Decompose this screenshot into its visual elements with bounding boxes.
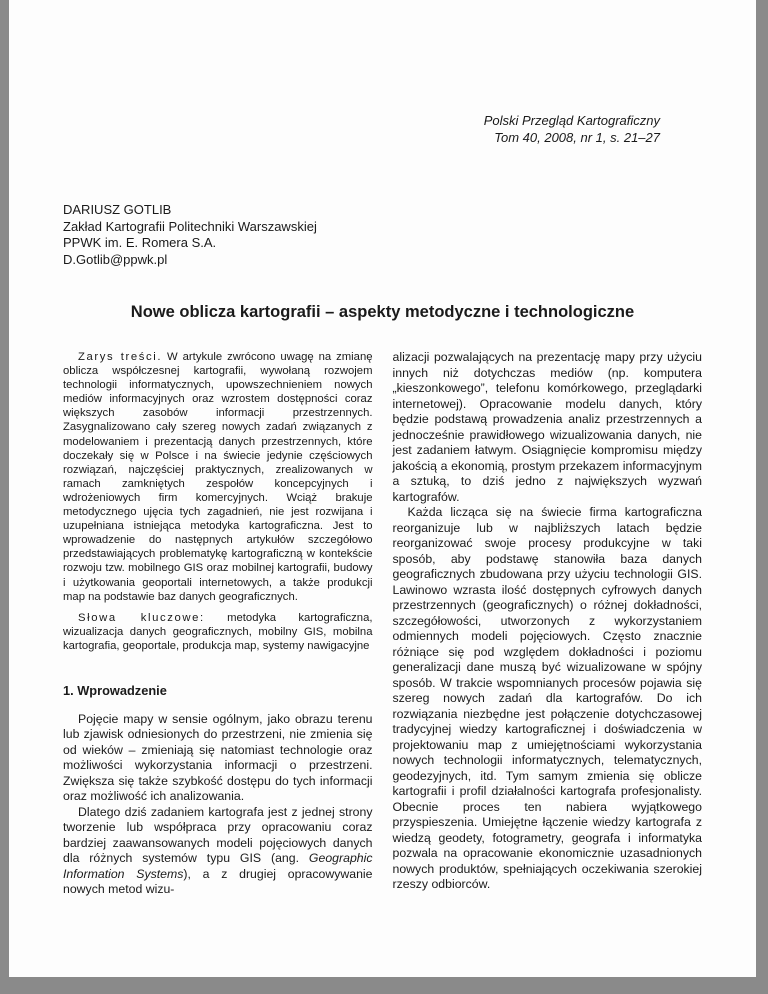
section-heading: 1. Wprowadzenie [63, 682, 167, 698]
paper-title: Nowe oblicza kartografii – aspekty metodyczne i technologiczne [130, 303, 635, 321]
right-paragraph-2: Każda licząca się na świecie firma kartograficzna reorganizuje lub w najbliższych latach będzie reorganizować swoje procesy produkcyjne w taki sposób, aby podstawę stanowiła baza danych geograficznych zbudowana przy użyciu technologii GIS. Lawinowo wzrasta ilość dostępnych cyfrowych danych przestrzennych (geograficznych) o różnej dokładności, szczegółowości, utworzonych z wykorzystaniem odmiennych modeli pojęciowych. Często znacznie różniące się pod względem dokładności i poziomu generalizacji dane muszą być wizualizowane w spójny sposób. W trakcie wspomnianych procesów pojawia się szereg nowych zadań dla kartografów. Do ich rozwiązania niezbędne jest połączenie dotychczasowej tradycyjnej wiedzy kartograficznej i doświadczenia w projektowaniu map z umiejętnościami wykorzystania nowych technologii informatycznych, telematycznych, geodezyjnych, itd. Tym samym zmienia się oblicze kartografii i profil działalności kartografa profesjonalisty. Obecnie proces ten nabiera wyjątkowego przyspieszenia. Umiejętne łączenie wiedzy kartografa z wiedzą geodety, fotogrametry, geografa i informatyka pozwala na opracowanie ekonomicznie uzasadnionych nowych produktów, spełniających oczekiwania szerokiej rzeszy odbiorców. [392, 505, 702, 891]
author-email: D.Gotlib@ppwk.pl [63, 251, 168, 267]
author-affiliation-2: PPWK im. E. Romera S.A. [63, 235, 217, 250]
journal-reference [63, 112, 702, 146]
author-block [63, 202, 702, 268]
keywords-label: Słowa kluczowe: [78, 611, 205, 624]
intro-paragraph-1: Pojęcie mapy w sensie ogólnym, jako obrazu terenu lub zjawisk odniesionych do przestrzeni, nie zmienia się od wieków – zmieniają się natomiast technologie oraz możliwości wykorzystania informacji o przestrzeni. Zwiększa się także szybkość dostępu do tych informacji oraz możliwość ich analizowania. [63, 711, 373, 804]
intro-paragraph-2-pre: Dlatego dziś zadaniem kartografa jest z jednej strony tworzenie lub współpraca przy opracowaniu coraz bardziej zaawansowanych modeli pojęciowych danych dla różnych systemów typu GIS (ang. [63, 804, 373, 866]
abstract-label: Zarys treści. [78, 351, 163, 363]
intro-paragraph-2 [63, 805, 373, 898]
left-column [63, 350, 373, 898]
abstract-paragraph [63, 350, 373, 604]
right-column [393, 350, 703, 898]
gis-term-italic: Geographic Information Systems [63, 851, 373, 881]
keywords-text: metodyka kartograficzna, wizualizacja danych geograficznych, mobilny GIS, mobilna kartografia, geoportale, produkcja map, systemy nawigacyjne [63, 611, 373, 652]
author-name: DARIUSZ GOTLIB [63, 202, 172, 217]
intro-paragraph-2-post: ), a z drugiej opracowywanie nowych metod wizu- [63, 866, 373, 897]
paper-page [9, 0, 756, 977]
author-affiliation-1: Zakład Kartografii Politechniki Warszawskiej [63, 218, 317, 234]
journal-issue: Tom 40, 2008, nr 1, s. 21–27 [494, 130, 660, 145]
right-paragraph-1: alizacji pozwalających na prezentację mapy przy użyciu innych niż dotychczas mediów (np. komputera „kieszonkowego”, telefonu komórkowego, przeglądarki internetowej). Opracowanie modelu danych, który będzie podstawą prowadzenia analiz przestrzennych a jednocześnie prawidłowego wizualizowania danych, nie jest zadaniem łatwym. Osiągnięcie kompromisu między jakością a ekonomią, prostym przekazem informacyjnym a sztuką, to dziś jedno z największych wyzwań kartografów. [392, 350, 702, 504]
journal-title: Polski Przegląd Kartograficzny [483, 113, 660, 128]
abstract-text: W artykule zwrócono uwagę na zmianę oblicza współczesnej kartografii, wywołaną rozwojem technologii informatycznych, upowszechnieniem nowych mediów informacyjnych oraz wzrostem dostępności coraz większych zasobów informacji przestrzennych. Zasygnalizowano cały szereg nowych zadań związanych z modelowaniem i prezentacją danych przestrzennych, które doczekały się w Polsce i na świecie jedynie częściowych rozwiązań, najczęściej praktycznych, zrealizowanych w ramach zamkniętych zespołów koncepcyjnych i wdrożeniowych firm komercyjnych. Wciąż brakuje metodycznego ujęcia tych zagadnień, nie jest rozwijana i uzupełniana istniejąca metodyka kartograficzna. Jest to wprowadzenie do następnych artykułów szczegółowo przedstawiających problematykę kartograficzną w kontekście rozwoju tzw. mobilnego GIS oraz mobilnej kartografii, budowy i użytkowania geoportali internetowych, a także produkcji map na podstawie baz danych geograficznych. [63, 351, 373, 603]
keywords-paragraph [63, 611, 373, 653]
two-column-body [63, 350, 702, 898]
